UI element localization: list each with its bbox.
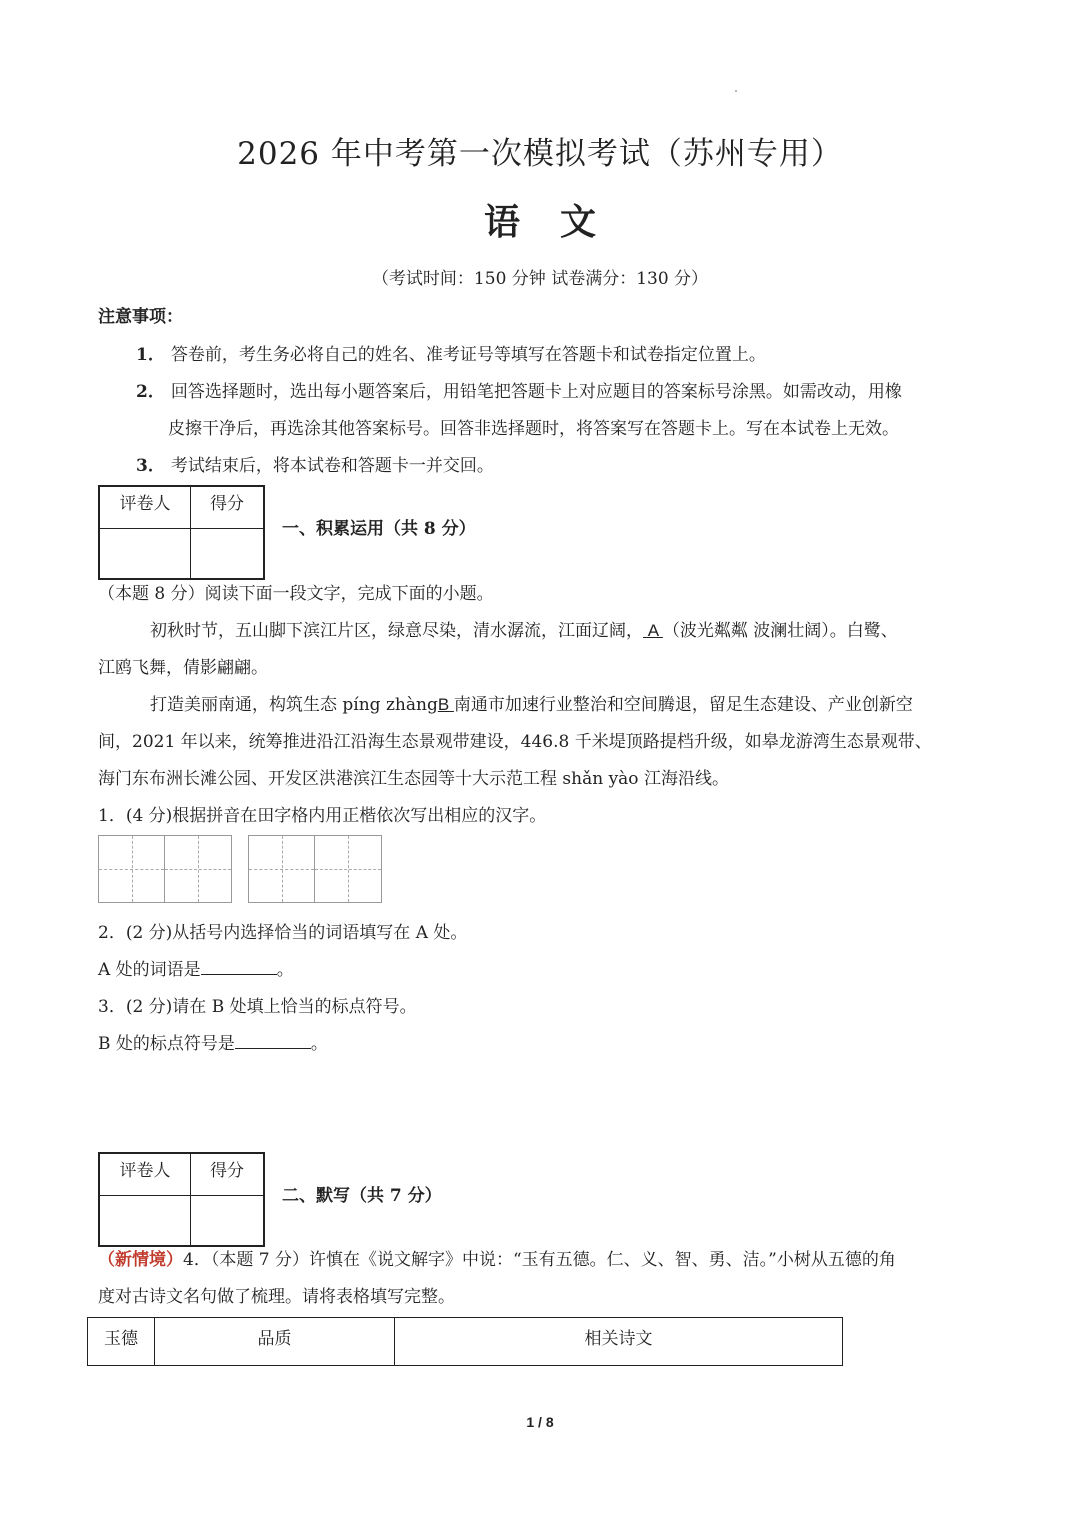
answer-label: B 处的标点符号是: [98, 1034, 235, 1054]
notice-item-2: [136, 377, 902, 402]
exam-info: （考试时间：150 分钟 试卷满分：130 分）: [371, 269, 709, 289]
passage-para-1: [150, 616, 898, 641]
score-label: 得分: [191, 1153, 265, 1196]
question-2: 2．(2 分)从括号内选择恰当的词语填写在 A 处。: [98, 923, 468, 943]
passage-para-2-cont-2: 海门东布洲长滩公园、开发区洪港滨江生态园等十大示范工程 shǎn yào 江海沿线。: [98, 769, 729, 789]
tianzige-group-1[interactable]: [98, 835, 232, 903]
question-3-answer: [98, 1029, 328, 1054]
para-text: 打造美丽南通，构筑生态 píng zhàng: [150, 695, 438, 715]
tianzige-cell[interactable]: [315, 836, 381, 902]
question-4: [98, 1245, 896, 1270]
exam-title: 2026 年中考第一次模拟考试（苏州专用）: [237, 136, 843, 172]
grader-label: 评卷人: [99, 486, 191, 529]
section-1-title: 一、积累运用（共 8 分）: [282, 519, 476, 539]
passage-para-2: [150, 690, 913, 715]
table-header-cell: 相关诗文: [395, 1318, 843, 1366]
para-text: 南通市加速行业整治和空间腾退，留足生态建设、产业创新空: [453, 695, 913, 715]
passage-para-2-cont-1: 间，2021 年以来，统筹推进沿江沿海生态景观带建设，446.8 千米堤顶路提档升级，如皋龙游湾生态景观带、: [98, 732, 932, 752]
notice-text: 答卷前，考生务必将自己的姓名、准考证号等填写在答题卡和试卷指定位置上。: [170, 345, 766, 365]
jade-virtue-table: [87, 1317, 843, 1366]
tianzige-cell[interactable]: [249, 836, 315, 902]
answer-blank-b[interactable]: [235, 1034, 311, 1049]
score-cell[interactable]: [191, 1196, 265, 1247]
grade-box-1: [98, 485, 265, 580]
table-header-row: [88, 1318, 843, 1366]
tianzige-cell[interactable]: [165, 836, 231, 902]
tianzige-group-2[interactable]: [248, 835, 382, 903]
subject-title: 语文: [483, 201, 636, 243]
question-2-answer: [98, 955, 294, 980]
notice-item-1: [136, 340, 766, 365]
grader-label: 评卷人: [99, 1153, 191, 1196]
blank-a: A: [643, 621, 663, 640]
para-text: 初秋时节，五山脚下滨江片区，绿意尽染，清水潺流，江面辽阔，: [150, 621, 643, 641]
grader-cell[interactable]: [99, 529, 191, 580]
para-text: （波光粼粼 波澜壮阔）。白鹭、: [662, 621, 898, 641]
section-2-title: 二、默写（共 7 分）: [282, 1186, 442, 1206]
grader-cell[interactable]: [99, 1196, 191, 1247]
grade-box-2: [98, 1152, 265, 1247]
notice-num: 3．: [136, 456, 165, 476]
scan-dot: [735, 90, 737, 92]
period: 。: [276, 960, 294, 980]
section-1-intro: （本题 8 分）阅读下面一段文字，完成下面的小题。: [98, 584, 494, 604]
new-context-tag: （新情境）: [98, 1250, 183, 1270]
notice-item-2-cont: 皮擦干净后，再选涂其他答案标号。回答非选择题时，将答案写在答题卡上。写在本试卷上无效。: [168, 419, 899, 439]
notice-item-3: [136, 451, 494, 476]
notice-text: 考试结束后，将本试卷和答题卡一并交回。: [170, 456, 494, 476]
notice-num: 1．: [136, 345, 165, 365]
score-label: 得分: [191, 486, 265, 529]
blank-b: B: [437, 695, 454, 714]
table-header-cell: 品质: [155, 1318, 395, 1366]
table-header-cell: 玉德: [88, 1318, 155, 1366]
answer-blank-a[interactable]: [201, 960, 277, 975]
question-text: 4．（本题 7 分）许慎在《说文解字》中说：“玉有五德。仁、义、智、勇、洁。”小树从五德的角: [183, 1250, 896, 1270]
passage-para-1-cont: 江鸥飞舞，倩影翩翩。: [98, 658, 268, 678]
question-3: 3．(2 分)请在 B 处填上恰当的标点符号。: [98, 997, 417, 1017]
notice-num: 2．: [136, 382, 165, 402]
question-1: 1．(4 分)根据拼音在田字格内用正楷依次写出相应的汉字。: [98, 806, 547, 826]
notice-heading: 注意事项：: [98, 307, 183, 327]
period: 。: [310, 1034, 328, 1054]
page-number: 1 / 8: [526, 1414, 554, 1430]
answer-label: A 处的词语是: [98, 960, 201, 980]
score-cell[interactable]: [191, 529, 265, 580]
notice-text: 回答选择题时，选出每小题答案后，用铅笔把答题卡上对应题目的答案标号涂黑。如需改动，用橡: [170, 382, 902, 402]
tianzige-cell[interactable]: [99, 836, 165, 902]
question-4-cont: 度对古诗文名句做了梳理。请将表格填写完整。: [98, 1287, 455, 1307]
